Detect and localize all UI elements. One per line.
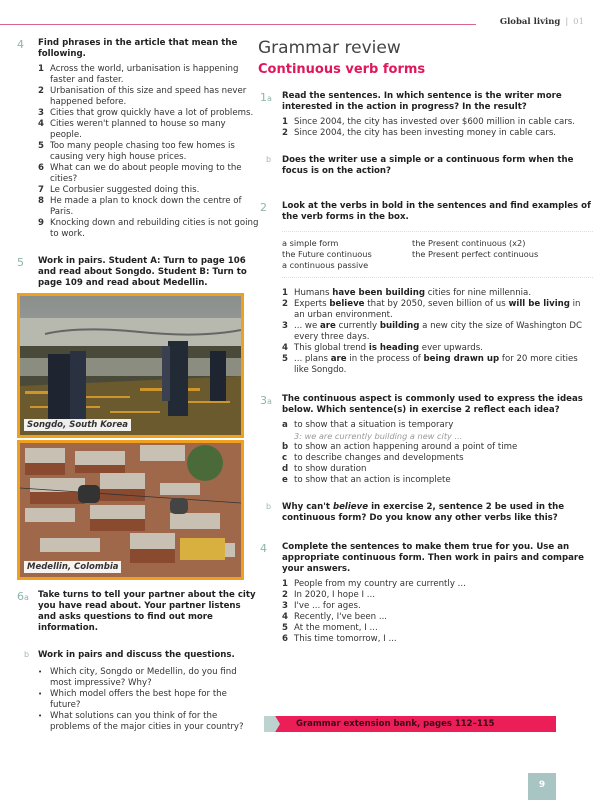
item-number: 1 bbox=[282, 579, 288, 589]
list-item bbox=[282, 475, 593, 486]
item-text: to show that a situation is temporary bbox=[294, 420, 454, 430]
item-text: Too many people chasing too few homes is causing very high house prices. bbox=[50, 141, 235, 162]
flag-icon bbox=[264, 716, 280, 732]
item-number: 2 bbox=[282, 590, 288, 600]
list-item: • Which model offers the best hope for the future? bbox=[38, 689, 260, 711]
text: Why can't bbox=[282, 502, 333, 512]
list-item: • What solutions can you think of for the problems of the major cities in your country? bbox=[38, 711, 260, 733]
item-number: 8 bbox=[38, 196, 44, 206]
section-heading: Grammar review bbox=[258, 38, 401, 58]
exercise-number bbox=[260, 394, 272, 407]
item-text: to show an action happening around a point of time bbox=[294, 442, 518, 452]
text: Experts bbox=[294, 299, 330, 309]
exercise-instruction: Look at the verbs in bold in the sentences and find examples of the verb forms in the box. bbox=[282, 201, 591, 222]
bold-verb: being drawn up bbox=[423, 354, 500, 364]
list-item bbox=[282, 420, 593, 431]
sentence-list bbox=[282, 288, 593, 376]
running-head-separator: | bbox=[565, 17, 569, 27]
exercise-6b bbox=[0, 650, 260, 733]
exercise-6a bbox=[0, 590, 260, 634]
item-text: to show that an action is incomplete bbox=[294, 475, 451, 485]
text: in the process of bbox=[346, 354, 424, 364]
exercise-number: 2 bbox=[260, 201, 267, 214]
text: for 20 more cities like Songdo. bbox=[294, 354, 578, 375]
exercise-1a bbox=[258, 91, 593, 139]
item-letter: e bbox=[282, 475, 288, 485]
item-text: What can we do about people moving to the cities? bbox=[50, 163, 242, 184]
item-number: 4 bbox=[282, 612, 288, 622]
exercise-number: 5 bbox=[17, 256, 24, 269]
exercise-5 bbox=[0, 256, 260, 289]
number: 1 bbox=[260, 91, 267, 104]
exercise-instruction: Work in pairs and discuss the questions. bbox=[38, 650, 235, 660]
phrase-list bbox=[38, 64, 260, 240]
text: This global trend bbox=[294, 343, 369, 353]
item-number: 9 bbox=[38, 218, 44, 228]
list-item bbox=[38, 163, 260, 185]
page-number: 9 bbox=[528, 773, 556, 800]
item-number: 3 bbox=[282, 321, 288, 331]
running-head-title: Global living bbox=[499, 17, 561, 27]
list-item bbox=[38, 196, 260, 218]
exercise-number bbox=[17, 590, 29, 603]
item-letter: a bbox=[282, 420, 288, 430]
list-item bbox=[282, 464, 593, 475]
item-number: 2 bbox=[282, 299, 288, 309]
left-column bbox=[0, 38, 260, 733]
exercise-3b bbox=[258, 502, 593, 524]
list-item bbox=[38, 218, 260, 240]
item-text: to describe changes and developments bbox=[294, 453, 464, 463]
exercise-instruction: The continuous aspect is commonly used to express the ideas below. Which sentence(s) in exercise 2 reflect each idea? bbox=[282, 394, 583, 415]
sub-letter: b bbox=[266, 155, 272, 164]
item-number: 1 bbox=[38, 64, 44, 74]
photo-songdo bbox=[17, 293, 244, 438]
item-number: 5 bbox=[282, 623, 288, 633]
list-item bbox=[282, 612, 593, 623]
sub-letter: a bbox=[24, 593, 29, 602]
list-item bbox=[282, 453, 593, 464]
exercise-instruction: Work in pairs. Student A: Turn to page 106 and read about Songdo. Student B: Turn to page 109 and read about Medellin. bbox=[38, 256, 247, 288]
list-item bbox=[282, 579, 593, 590]
text: in an urban environment. bbox=[294, 299, 581, 320]
list-item bbox=[282, 128, 593, 139]
exercise-3a bbox=[258, 394, 593, 486]
exercise-4 bbox=[0, 38, 260, 240]
item-text: In 2020, I hope I ... bbox=[294, 590, 375, 600]
running-head bbox=[500, 17, 584, 27]
photo-caption: Songdo, South Korea bbox=[24, 419, 131, 431]
text: ever upwards. bbox=[419, 343, 483, 353]
exercise-number: 4 bbox=[17, 38, 24, 51]
exercise-instruction bbox=[282, 502, 593, 524]
item-number: 2 bbox=[282, 128, 288, 138]
item-number: 4 bbox=[282, 343, 288, 353]
item-number: 7 bbox=[38, 185, 44, 195]
ideas-list bbox=[282, 420, 593, 486]
item-letter: c bbox=[282, 453, 288, 463]
list-item bbox=[282, 442, 593, 453]
list-item bbox=[282, 117, 593, 128]
box-item: the Present perfect continuous bbox=[412, 249, 539, 259]
item-text: Across the world, urbanisation is happening faster and faster. bbox=[50, 64, 239, 85]
exercise-instruction: Find phrases in the article that mean the following. bbox=[38, 38, 238, 59]
bold-verb: believe bbox=[329, 299, 365, 309]
example-answer: 3: we are currently building a new city ... bbox=[294, 431, 463, 441]
verb-forms-box bbox=[282, 231, 593, 278]
sentence-list bbox=[282, 117, 593, 139]
item-text: People from my country are currently ... bbox=[294, 579, 466, 589]
text: that by 2050, seven billion of us bbox=[364, 299, 509, 309]
list-item bbox=[38, 86, 260, 108]
sub-letter: b bbox=[24, 650, 30, 659]
box-item: the Present continuous (x2) bbox=[412, 238, 526, 248]
item-number: 5 bbox=[282, 354, 288, 364]
bold-verb: have been building bbox=[332, 288, 425, 298]
list-item bbox=[38, 141, 260, 163]
box-item: a continuous passive bbox=[282, 260, 369, 270]
text: a new city the size of Washington DC every three days. bbox=[294, 321, 582, 342]
list-item bbox=[38, 108, 260, 119]
exercise-number: 4 bbox=[260, 542, 267, 555]
exercise-number bbox=[260, 91, 272, 104]
item-text: Cities weren't planned to house so many people. bbox=[50, 119, 226, 140]
number: 3 bbox=[260, 394, 267, 407]
item-text: At the moment, I ... bbox=[294, 623, 378, 633]
list-item bbox=[282, 299, 593, 321]
photo-caption: Medellin, Colombia bbox=[24, 561, 121, 573]
text: cities for nine millennia. bbox=[425, 288, 532, 298]
italic-word: believe bbox=[332, 502, 369, 512]
item-text: Le Corbusier suggested doing this. bbox=[50, 185, 200, 195]
section-topic: Continuous verb forms bbox=[258, 62, 426, 77]
list-item bbox=[282, 343, 593, 354]
list-item bbox=[282, 634, 593, 645]
item-text: Knocking down and rebuilding cities is not going to work. bbox=[50, 218, 259, 239]
item-number: 2 bbox=[38, 86, 44, 96]
item-number: 3 bbox=[282, 601, 288, 611]
list-item: • Which city, Songdo or Medellin, do you find most impressive? Why? bbox=[38, 667, 260, 689]
songdo-image bbox=[20, 296, 241, 435]
bold-verb: is heading bbox=[368, 343, 420, 353]
medellin-image bbox=[20, 443, 241, 577]
text: Humans bbox=[294, 288, 333, 298]
item-number: 6 bbox=[38, 163, 44, 173]
number: 6 bbox=[17, 590, 24, 603]
bold-verb: will be living bbox=[508, 299, 570, 309]
text: currently bbox=[335, 321, 380, 331]
exercise-instruction: Take turns to tell your partner about the city you have read about. Your partner listens and asks questions to find out more information. bbox=[38, 590, 256, 633]
exercise-2 bbox=[258, 201, 593, 223]
question-list bbox=[38, 667, 260, 733]
list-item bbox=[38, 185, 260, 196]
exercise-1b bbox=[258, 155, 593, 177]
text: ... we bbox=[294, 321, 320, 331]
box-item: a simple form bbox=[282, 238, 339, 248]
item-text: He made a plan to knock down the centre of Paris. bbox=[50, 196, 242, 217]
sentence-list bbox=[282, 579, 593, 645]
item-number: 1 bbox=[282, 117, 288, 127]
unit-number: 01 bbox=[573, 17, 584, 27]
header-rule bbox=[0, 24, 476, 25]
text: ... plans bbox=[294, 354, 331, 364]
item-number: 4 bbox=[38, 119, 44, 129]
exercise-4-right bbox=[258, 542, 593, 645]
item-number: 1 bbox=[282, 288, 288, 298]
item-text: I've ... for ages. bbox=[294, 601, 361, 611]
bold-verb: are bbox=[330, 354, 347, 364]
grammar-extension-bank-link[interactable] bbox=[270, 716, 556, 732]
right-column bbox=[258, 38, 593, 729]
list-item bbox=[282, 601, 593, 612]
text: in exercise 2, sentence 2 be used in the continuous form? Do you know any other verbs like this? bbox=[282, 502, 565, 523]
list-item bbox=[282, 354, 593, 376]
item-letter: b bbox=[282, 442, 289, 452]
item-number: 6 bbox=[282, 634, 288, 644]
list-item bbox=[282, 623, 593, 634]
exercise-instruction: Read the sentences. In which sentence is the writer more interested in the action in progress? In the result? bbox=[282, 91, 562, 112]
bold-verb: building bbox=[379, 321, 420, 331]
sub-letter: a bbox=[267, 94, 272, 103]
item-number: 5 bbox=[38, 141, 44, 151]
item-number: 3 bbox=[38, 108, 44, 118]
exercise-instruction: Complete the sentences to make them true for you. Use an appropriate continuous form. Then work in pairs and compare your answers. bbox=[282, 542, 584, 574]
list-item bbox=[282, 288, 593, 299]
bank-label: Grammar extension bank, pages 112–115 bbox=[296, 719, 495, 729]
sub-letter: a bbox=[267, 397, 272, 406]
item-text: to show duration bbox=[294, 464, 367, 474]
item-letter: d bbox=[282, 464, 289, 474]
list-item bbox=[38, 64, 260, 86]
box-item: the Future continuous bbox=[282, 249, 372, 259]
exercise-instruction: Does the writer use a simple or a continuous form when the focus is on the action? bbox=[282, 155, 574, 176]
list-item bbox=[282, 590, 593, 601]
sub-letter: b bbox=[266, 502, 272, 511]
item-text: Urbanisation of this size and speed has never happened before. bbox=[50, 86, 247, 107]
list-item bbox=[38, 119, 260, 141]
list-item bbox=[282, 321, 593, 343]
exercise-2-sentences bbox=[258, 288, 593, 376]
item-text: Recently, I've been ... bbox=[294, 612, 388, 622]
item-text: Cities that grow quickly have a lot of problems. bbox=[50, 108, 254, 118]
item-text: This time tomorrow, I ... bbox=[294, 634, 397, 644]
item-text: Since 2004, the city has invested over $600 million in cable cars. bbox=[294, 117, 575, 127]
photo-medellin bbox=[17, 440, 244, 580]
bold-verb: are bbox=[319, 321, 336, 331]
item-text: Since 2004, the city has been investing money in cable cars. bbox=[294, 128, 557, 138]
